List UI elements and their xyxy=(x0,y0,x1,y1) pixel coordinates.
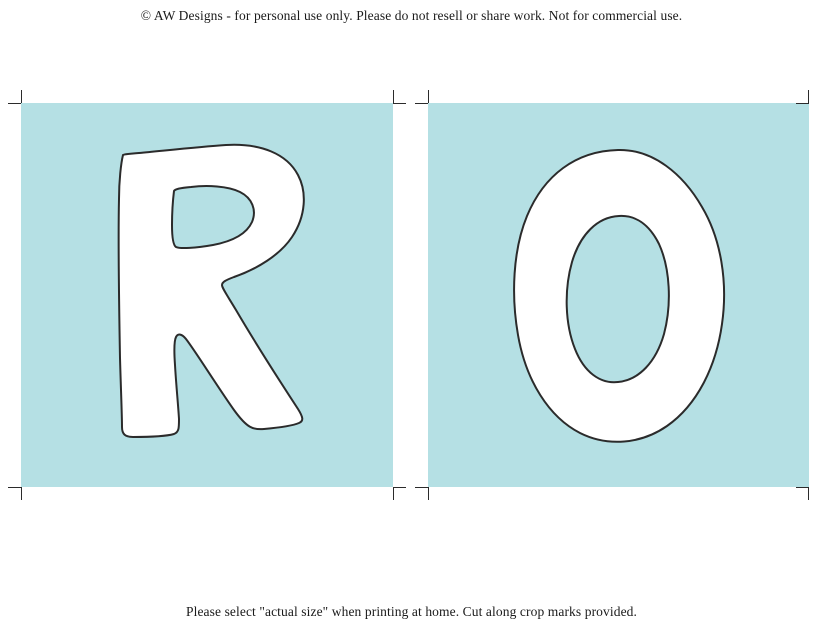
crop-mark xyxy=(428,90,429,103)
crop-mark xyxy=(393,90,394,103)
crop-mark xyxy=(415,487,428,488)
crop-mark xyxy=(796,103,809,104)
letter-tile-o xyxy=(428,103,809,487)
crop-mark xyxy=(21,487,22,500)
crop-mark xyxy=(415,103,428,104)
printing-instructions: Please select "actual size" when printing at home. Cut along crop marks provided. xyxy=(186,604,637,619)
copyright-note: © AW Designs - for personal use only. Please do not resell or share work. Not for commercial use. xyxy=(140,8,683,23)
crop-mark xyxy=(8,487,21,488)
crop-mark xyxy=(8,103,21,104)
letter-o-glyph xyxy=(428,103,809,487)
crop-mark xyxy=(393,487,394,500)
letter-tile-r xyxy=(21,103,393,487)
crop-mark xyxy=(808,487,809,500)
crop-mark xyxy=(808,90,809,103)
letter-r-glyph xyxy=(21,103,393,487)
crop-mark xyxy=(428,487,429,500)
crop-mark xyxy=(21,90,22,103)
crop-mark xyxy=(393,487,406,488)
crop-mark xyxy=(393,103,406,104)
